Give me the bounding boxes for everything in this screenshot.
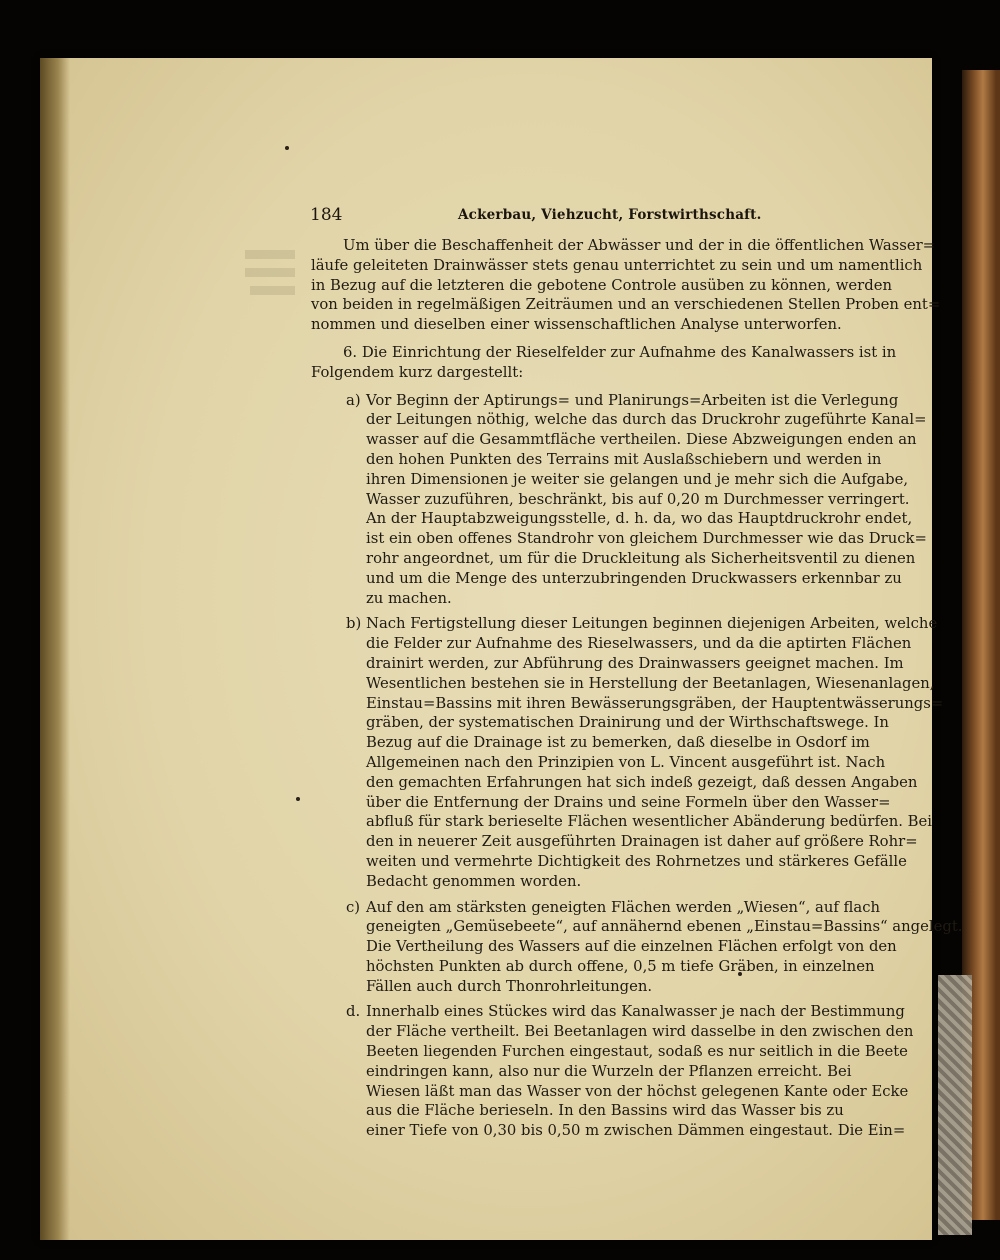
text-line: der Leitungen nöthig, welche das durch das Druckrohr zugeführte Kanal=: [366, 411, 927, 429]
text-line: geneigten „Gemüsebeete“, auf annähernd ebenen „Einstau=Bassins“ angelegt.: [366, 918, 963, 936]
text-line: von beiden in regelmäßigen Zeiträumen und an verschiedenen Stellen Proben ent=: [311, 296, 941, 314]
page-number: 184: [310, 205, 343, 225]
text-line: abfluß für stark berieselte Flächen wesentlicher Abänderung bedürfen. Bei: [366, 813, 933, 831]
text-line: ihren Dimensionen je weiter sie gelangen und je mehr sich die Aufgabe,: [366, 470, 909, 488]
text-line: Einstau=Bassins mit ihren Bewässerungsgräben, der Hauptentwässerungs=: [366, 694, 944, 712]
text-line: und um die Menge des unterzubringenden Druckwassers erkennbar zu: [366, 569, 902, 587]
text-line: eindringen kann, also nur die Wurzeln der Pflanzen erreicht. Bei: [366, 1062, 852, 1080]
list-marker: a): [346, 391, 361, 409]
text-line: Folgendem kurz dargestellt:: [311, 363, 524, 381]
text-line: Vor Beginn der Aptirungs= und Planirungs=Arbeiten ist die Verlegung: [366, 391, 899, 409]
list-marker: d.: [346, 1003, 361, 1021]
text-line: höchsten Punkten ab durch offene, 0,5 m tiefe Gräben, in einzelnen: [366, 957, 875, 975]
text-line: Beeten liegenden Furchen eingestaut, sodaß es nur seitlich in die Beete: [366, 1043, 908, 1061]
text-line: über die Entfernung der Drains und seine Formeln über den Wasser=: [366, 793, 891, 811]
text-line: 6. Die Einrichtung der Rieselfelder zur Aufnahme des Kanalwassers ist in: [343, 343, 897, 361]
text-line: die Felder zur Aufnahme des Rieselwassers, und da die aptirten Flächen: [366, 635, 912, 653]
text-line: Auf den am stärksten geneigten Flächen werden „Wiesen“, auf flach: [366, 898, 881, 916]
text-line: den hohen Punkten des Terrains mit Auslaßschiebern und werden in: [366, 450, 882, 468]
text-line: Wiesen läßt man das Wasser von der höchst gelegenen Kante oder Ecke: [366, 1082, 909, 1100]
text-line: rohr angeordnet, um für die Druckleitung als Sicherheitsventil zu dienen: [366, 549, 916, 567]
text-line: Innerhalb eines Stückes wird das Kanalwasser je nach der Bestimmung: [366, 1003, 905, 1021]
list-item-d: [311, 1002, 914, 1141]
list-item-c: [311, 898, 963, 997]
list-item-a: [311, 391, 927, 609]
text-line: den gemachten Erfahrungen hat sich indeß gezeigt, daß dessen Angaben: [366, 773, 918, 791]
text-line: Bedacht genommen worden.: [366, 872, 582, 890]
page-gutter-shadow: [40, 58, 70, 1240]
list-marker: b): [346, 615, 362, 633]
list-item-b: [311, 614, 944, 891]
text-line: Wasser zuzuführen, beschränkt, bis auf 0,20 m Durchmesser verringert.: [366, 490, 910, 508]
bleed-through-mark: [245, 250, 295, 259]
body-text: [311, 236, 963, 1147]
bookmark-ribbon: [938, 975, 972, 1235]
text-line: einer Tiefe von 0,30 bis 0,50 m zwischen Dämmen eingestaut. Die Ein=: [366, 1122, 906, 1140]
text-line: läufe geleiteten Drainwässer stets genau unterrichtet zu sein und um namentlich: [311, 256, 923, 274]
text-line: aus die Fläche berieseln. In den Bassins wird das Wasser bis zu: [366, 1102, 844, 1120]
text-line: weiten und vermehrte Dichtigkeit des Rohrnetzes und stärkeres Gefälle: [366, 852, 907, 870]
text-line: zu machen.: [366, 589, 452, 607]
page-header: [310, 205, 796, 229]
text-line: ist ein oben offenes Standrohr von gleichem Durchmesser wie das Druck=: [366, 530, 927, 548]
text-line: Allgemeinen nach den Prinzipien von L. Vincent ausgeführt ist. Nach: [366, 753, 886, 771]
running-title: Ackerbau, Viehzucht, Forstwirthschaft.: [458, 207, 762, 223]
section-6-paragraph: [311, 343, 897, 383]
text-line: in Bezug auf die letzteren die gebotene Controle ausüben zu können, werden: [311, 276, 892, 294]
ink-speck: [285, 146, 289, 150]
text-line: Bezug auf die Drainage ist zu bemerken, daß dieselbe in Osdorf im: [366, 734, 870, 752]
text-line: drainirt werden, zur Abführung des Drainwassers geeignet machen. Im: [366, 654, 904, 672]
list-marker: c): [346, 898, 361, 916]
text-line: wasser auf die Gesammtfläche vertheilen. Diese Abzweigungen enden an: [366, 431, 917, 449]
text-line: gräben, der systematischen Drainirung und der Wirthschaftswege. In: [366, 714, 889, 732]
text-line: Wesentlichen bestehen sie in Herstellung der Beetanlagen, Wiesenanlagen,: [366, 674, 935, 692]
bleed-through-mark: [245, 268, 295, 277]
text-line: Die Vertheilung des Wassers auf die einzelnen Flächen erfolgt von den: [366, 938, 897, 956]
text-line: Um über die Beschaffenheit der Abwässer und der in die öffentlichen Wasser=: [343, 237, 936, 254]
text-line: den in neuerer Zeit ausgeführten Drainagen ist daher auf größere Rohr=: [366, 833, 918, 851]
ink-speck: [296, 797, 300, 801]
text-line: der Fläche vertheilt. Bei Beetanlagen wird dasselbe in den zwischen den: [366, 1023, 914, 1041]
text-line: Fällen auch durch Thonrohrleitungen.: [366, 977, 653, 995]
bleed-through-mark: [250, 286, 295, 295]
text-line: Nach Fertigstellung dieser Leitungen beginnen diejenigen Arbeiten, welche: [366, 615, 938, 633]
text-line: An der Hauptabzweigungsstelle, d. h. da, wo das Hauptdruckrohr endet,: [366, 510, 913, 528]
text-line: nommen und dieselben einer wissenschaftlichen Analyse unterworfen.: [311, 316, 842, 334]
intro-paragraph: [311, 236, 941, 335]
